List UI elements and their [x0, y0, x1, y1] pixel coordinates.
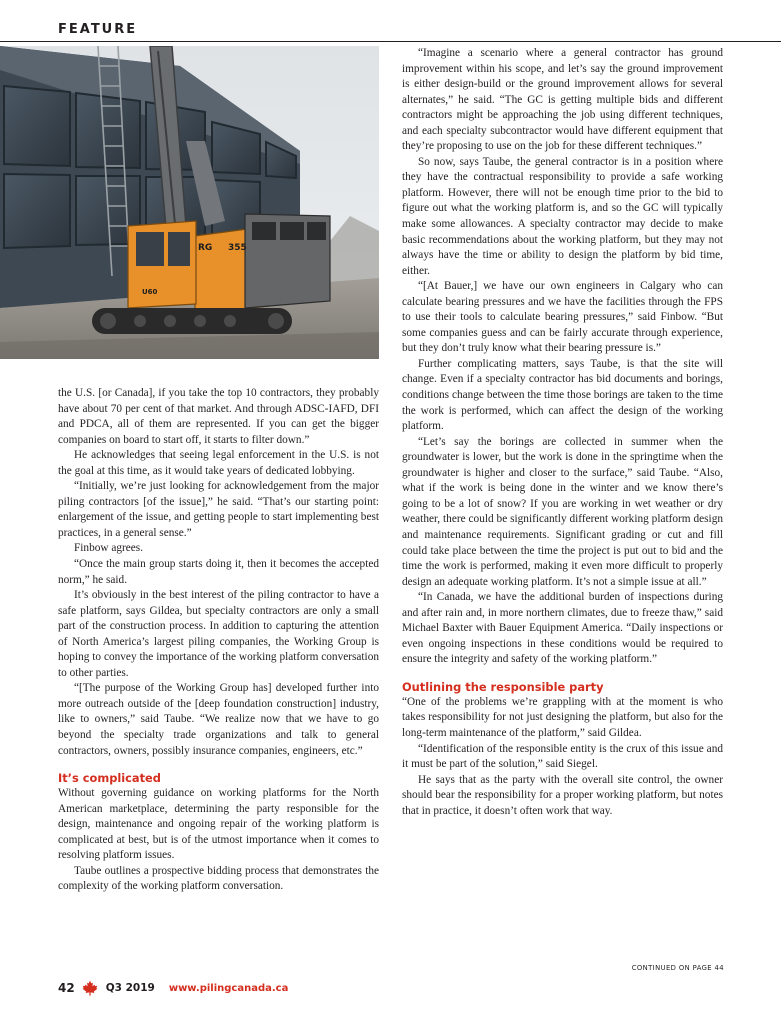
body-paragraph: It’s obviously in the best interest of the piling contractor to have a safe platform, says Gildea, but specialty contractors are only a small part of the construction process. In addition to capturing the attention of North America’s largest piling companies, the Working Group is hoping to convey the importance of the working platform conversation to other parties.: [58, 589, 379, 679]
body-paragraph: “In Canada, we have the additional burden of inspections during and after rain and, in more northern climates, due to freeze thaw,” said Michael Baxter with Bauer Equipment America. “Daily inspections or even ongoing inspections in these conditions would be required to ensure the integrity and safety of the working platform.”: [402, 591, 723, 666]
header-rule: [0, 41, 781, 42]
page-footer: [58, 978, 288, 998]
body-paragraph: He acknowledges that seeing legal enforcement in the U.S. is not the goal at this time, as it would take years of dedicated lobbying.: [58, 449, 379, 477]
website-link[interactable]: www.pilingcanada.ca: [168, 982, 289, 994]
machine-label-model: RG: [198, 243, 213, 253]
body-paragraph: “[The purpose of the Working Group has] developed further into more outreach outside of the [deep foundation construction] industry, like to owners,” said Taube. “We realize now that we have to go beyond the specialty trade organizations and talk to general contractors, owners, possibly insurance companies, engineers, etc.”: [58, 682, 379, 757]
continued-note: CONTINUED ON PAGE 44: [631, 964, 724, 972]
body-paragraph: “Let’s say the borings are collected in summer when the groundwater is lower, but the work is done in the springtime when the groundwater is higher and closer to the surface,” said Taube. “Also, what if the work is being done in the winter and we know there’s going to be a lot of snow? If you are working in wet weather or dry weather, there could be significantly different working platform design and maintenance requirements. Significant grading or cut and fill could take place between the time the project is put out to bid and the time the work is performed, making it even more difficult to properly design an adequate working platform. It’s not a simple issue at all.”: [402, 435, 723, 588]
body-paragraph: the U.S. [or Canada], if you take the top 10 contractors, they probably have about 70 per cent of that market. And through ADSC-IAFD, DFI and PDCA, all of them are represented. If you can get the bigger companies on board to start off, it starts to filter down.”: [58, 387, 379, 446]
article-column-right: [402, 46, 723, 819]
body-paragraph: He says that as the party with the overall site control, the owner should bear the responsibility for a proper working platform, but notes that in practice, it doesn’t often work that way.: [402, 773, 723, 817]
subheading: It’s complicated: [58, 771, 161, 786]
body-paragraph: “Identification of the responsible entity is the crux of this issue and it must be part of the solution,” said Siegel.: [402, 742, 723, 771]
maple-leaf-icon: [82, 980, 98, 996]
body-paragraph: “One of the problems we’re grappling with at the moment is who takes responsibility for not just designing the platform, but also for the long-term maintenance of the platform,” said Gildea.: [402, 695, 723, 739]
machine-label-number: 355: [228, 243, 247, 253]
body-paragraph: So now, says Taube, the general contractor is in a position where they have the contractual responsibility to provide a safe working platform. However, there will not be enough time prior to the bid to figure out what the working platform is, and so the GC will typically make some allowances. A specialty contractor may decide to make basic recommendations about the working platform, but they may not always have the time or ability to design the platform by bid time, either.: [402, 155, 723, 277]
body-paragraph: Taube outlines a prospective bidding process that demonstrates the complexity of the working platform conversation.: [58, 864, 379, 893]
body-paragraph: Without governing guidance on working platforms for the North American marketplace, determining the party responsible for the design, maintenance and ongoing repair of the working platform is complicated at best, but is of the utmost importance when it comes to resolving platform issues.: [58, 787, 379, 862]
body-paragraph: Further complicating matters, says Taube, is that the site will change. Even if a specialty contractor has bid documents and borings, conditions change between the time those borings are taken to the time the work is performed, which can affect the design of the working platform.: [402, 357, 723, 433]
subheading: Outlining the responsible party: [402, 679, 604, 694]
article-column-left: [58, 386, 379, 895]
body-paragraph: “Once the main group starts doing it, then it becomes the accepted norm,” he said.: [58, 558, 379, 586]
page-number: 42: [58, 981, 75, 995]
body-paragraph: “Initially, we’re just looking for acknowledgement from the major piling contractors [of the issue],” he said. “That’s our starting point: enlargement of the issue, and getting people to start implementing best practices, in a general sense.”: [58, 480, 379, 539]
section-label: FEATURE: [58, 22, 138, 37]
body-paragraph: Finbow agrees.: [74, 542, 144, 555]
body-paragraph: “Imagine a scenario where a general contractor has ground improvement within his scope, and let’s say the ground improvement is either design-build or the ground improvement allows for several alternates,” he said. “The GC is getting multiple bids and different contractors might be approaching the job using different techniques, and each specialty subcontractor would have different equipment that they’re proposing to use on the job for these different techniques.”: [402, 47, 723, 153]
issue-label: Q3 2019: [105, 982, 155, 994]
machine-label-cab: U60: [142, 288, 158, 296]
feature-photo: [0, 46, 379, 359]
body-paragraph: “[At Bauer,] we have our own engineers in Calgary who can calculate bearing pressures and we have the facilities through the FPS to use their tools to calculate bearing pressures,” said Finbow. “But some companies guess and can be fairly accurate through experience, but they don’t truly know what their bearing pressure is.”: [402, 280, 723, 355]
